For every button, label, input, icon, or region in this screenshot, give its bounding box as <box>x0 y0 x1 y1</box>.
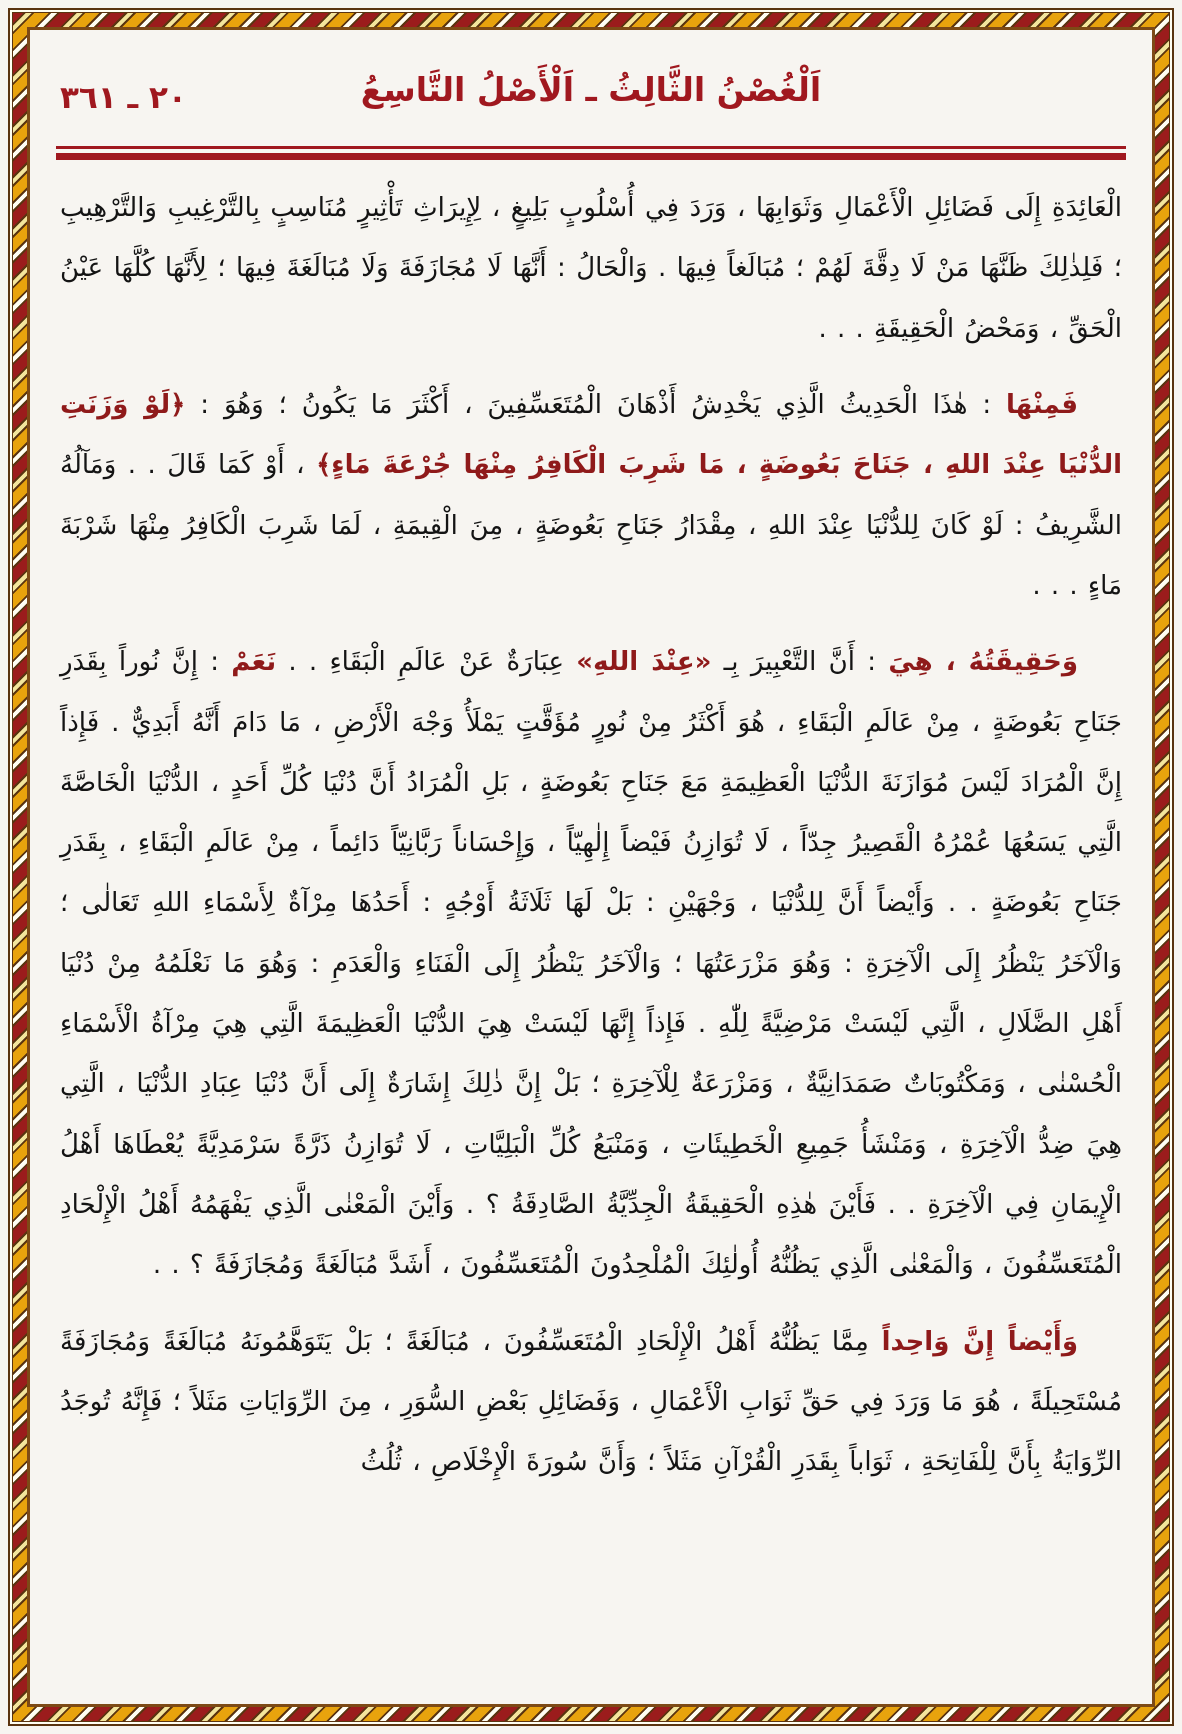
body-run: : هٰذَا الْحَدِيثُ الَّذِي يَخْدِشُ أَذْهَانَ الْمُتَعَسِّفِينَ ، أَكْثَرَ مَا يَكُونُ ؛ وَهُوَ : <box>185 389 1006 420</box>
body-paragraph <box>60 1312 1122 1493</box>
body-run: الْعَائِدَةِ إِلَى فَضَائِلِ الْأَعْمَالِ وَثَوَابِهَا ، وَرَدَ فِي أُسْلُوبٍ بَلِيغٍ ، لِإِيرَاثِ تَأْثِيرٍ مُنَاسِبٍ بِالتَّرْغِيبِ وَالتَّرْهِيبِ ؛ فَلِذٰلِكَ ظَنَّهَا مَنْ لَا دِقَّةَ لَهُمْ ؛ مُبَالَغاً فِيهَا . وَالْحَالُ : أَنَّهَا لَا مُجَازَفَةَ وَلَا مُبَالَغَةَ فِيهَا ؛ لِأَنَّهَا كُلَّهَا عَيْنُ الْحَقِّ ، وَمَحْضُ الْحَقِيقَةِ . . . <box>60 193 1122 344</box>
emphasis-red-text: فَمِنْهَا <box>1006 389 1078 420</box>
emphasis-red-text: وَحَقِيقَتُهُ ، هِيَ <box>888 647 1078 678</box>
ornamental-border-chain <box>12 12 1170 1722</box>
emphasis-red-text: «عِنْدَ اللهِ» <box>576 647 712 678</box>
body-paragraph <box>60 375 1122 616</box>
page-inner <box>27 27 1155 1707</box>
page-number: ٢٠ ـ ٣٦١ <box>60 80 187 116</box>
body-run: مِمَّا يَظُنُّهُ أَهْلُ الْإِلْحَادِ الْمُتَعَسِّفُونَ ، مُبَالَغَةً ؛ بَلْ يَتَوَهَّمُونَهُ مُبَالَغَةً وَمُجَازَفَةً مُسْتَحِيلَةً ، هُوَ مَا وَرَدَ فِي حَقِّ ثَوَابِ الْأَعْمَالِ ، وَفَضَائِلِ بَعْضِ السُّوَرِ ، مِنَ الرِّوَايَاتِ مَثَلاً ؛ فَإِنَّهُ تُوجَدُ الرِّوَايَةُ بِأَنَّ لِلْفَاتِحَةِ ، ثَوَاباً بِقَدَرِ الْقُرْآنِ مَثَلاً ؛ وَأَنَّ سُورَةَ الْإِخْلَاصِ ، ثُلُثُ <box>60 1326 1122 1478</box>
page-title: اَلْغُصْنُ الثَّالِثُ ـ اَلْأَصْلُ التَّاسِعُ <box>360 70 822 109</box>
body-run: عِبَارَةٌ عَنْ عَالَمِ الْبَقَاءِ . . <box>276 647 577 678</box>
body-run: ، أَوْ كَمَا قَالَ . . وَمَآلُهُ الشَّرِيفُ : لَوْ كَانَ لِلدُّنْيَا عِنْدَ اللهِ ، مِقْدَارُ جَنَاحِ بَعُوضَةٍ ، مِنَ الْقِيمَةِ ، لَمَا شَرِبَ الْكَافِرُ مِنْهَا شَرْبَةَ مَاءٍ . . . <box>60 450 1122 601</box>
ornamental-border-outer <box>8 8 1174 1726</box>
emphasis-red-text: نَعَمْ <box>231 647 277 678</box>
body-paragraph <box>60 632 1122 1295</box>
body-text <box>54 178 1128 1493</box>
body-run: : إِنَّ نُوراً بِقَدَرِ جَنَاحِ بَعُوضَةٍ ، مِنْ عَالَمِ الْبَقَاءِ ، هُوَ أَكْثَرُ مِنْ نُورٍ مُؤَقَّتٍ يَمْلَأُ وَجْهَ الْأَرْضِ ، مَا دَامَ أَنَّهُ أَبَدِيٌّ . فَإِذاً إِنَّ الْمُرَادَ لَيْسَ مُوَازَنَةَ الدُّنْيَا الْعَظِيمَةِ مَعَ جَنَاحِ بَعُوضَةٍ ، بَلِ الْمُرَادُ أَنَّ دُنْيَا كُلِّ أَحَدٍ ، الدُّنْيَا الْخَاصَّةَ الَّتِي يَسَعُهَا عُمْرُهُ الْقَصِيرُ جِدّاً ، لَا تُوَازِنُ فَيْضاً إِلٰهِيّاً ، وَإِحْسَاناً رَبَّانِيّاً دَائِماً ، مِنْ عَالَمِ الْبَقَاءِ ، بِقَدَرِ جَنَاحِ بَعُوضَةٍ . . وَأَيْضاً أَنَّ لِلدُّنْيَا ، وَجْهَيْنِ : بَلْ لَهَا ثَلَاثَةُ أَوْجُهٍ : أَحَدُهَا مِرْآةٌ لِأَسْمَاءِ اللهِ تَعَالٰى ؛ وَالْآخَرُ يَنْظُرُ إِلَى الْآخِرَةِ : وَهُوَ مَزْرَعَتُهَا ؛ وَالْآخَرُ يَنْظُرُ إِلَى الْفَنَاءِ وَالْعَدَمِ : وَهُوَ مَا نَعْلَمُهُ مِنْ دُنْيَا أَهْلِ الضَّلَالِ ، الَّتِي لَيْسَتْ مَرْضِيَّةً لِلّٰهِ . فَإِذاً إِنَّهَا لَيْسَتْ هِيَ الدُّنْيَا الْعَظِيمَةَ الَّتِي هِيَ مِرْآةُ الْأَسْمَاءِ الْحُسْنٰى ، وَمَكْتُوبَاتٌ صَمَدَانِيَّةٌ ، وَمَزْرَعَةٌ لِلْآخِرَةِ ؛ بَلْ إِنَّ ذٰلِكَ إِشَارَةٌ إِلَى أَنَّ دُنْيَا عِبَادِ الدُّنْيَا ، الَّتِي هِيَ ضِدُّ الْآخِرَةِ ، وَمَنْشَأُ جَمِيعِ الْخَطِيئَاتِ ، وَمَنْبَعُ كُلِّ الْبَلِيَّاتِ ، لَا تُوَازِنُ ذَرَّةً سَرْمَدِيَّةً يُعْطَاهَا أَهْلُ الْإِيمَانِ فِي الْآخِرَةِ . . فَأَيْنَ هٰذِهِ الْحَقِيقَةُ الْجِدِّيَّةُ الصَّادِقَةُ ؟ . وَأَيْنَ الْمَعْنٰى الَّذِي يَفْهَمُهُ أَهْلُ الْإِلْحَادِ الْمُتَعَسِّفُونَ ، وَالْمَعْنٰى الَّذِي يَظُنُّهُ أُولٰئِكَ الْمُلْحِدُونَ الْمُتَعَسِّفُونَ ، أَشَدَّ مُبَالَغَةً وَمُجَازَفَةً ؟ . . <box>60 647 1122 1281</box>
header-divider <box>56 146 1126 160</box>
body-run: : أَنَّ التَّعْبِيرَ بِـ <box>711 647 889 678</box>
divider-thick-line <box>56 153 1126 160</box>
page-header <box>54 70 1128 130</box>
emphasis-red-text: ﴿لَوْ وَزَنَتِ الدُّنْيَا عِنْدَ اللهِ ، جَنَاحَ بَعُوضَةٍ ، مَا شَرِبَ الْكَافِرُ مِنْهَا جُرْعَةَ مَاءٍ﴾ <box>60 389 1123 481</box>
emphasis-red-text: وَأَيْضاً إِنَّ وَاحِداً <box>881 1326 1078 1357</box>
body-paragraph <box>60 178 1122 359</box>
